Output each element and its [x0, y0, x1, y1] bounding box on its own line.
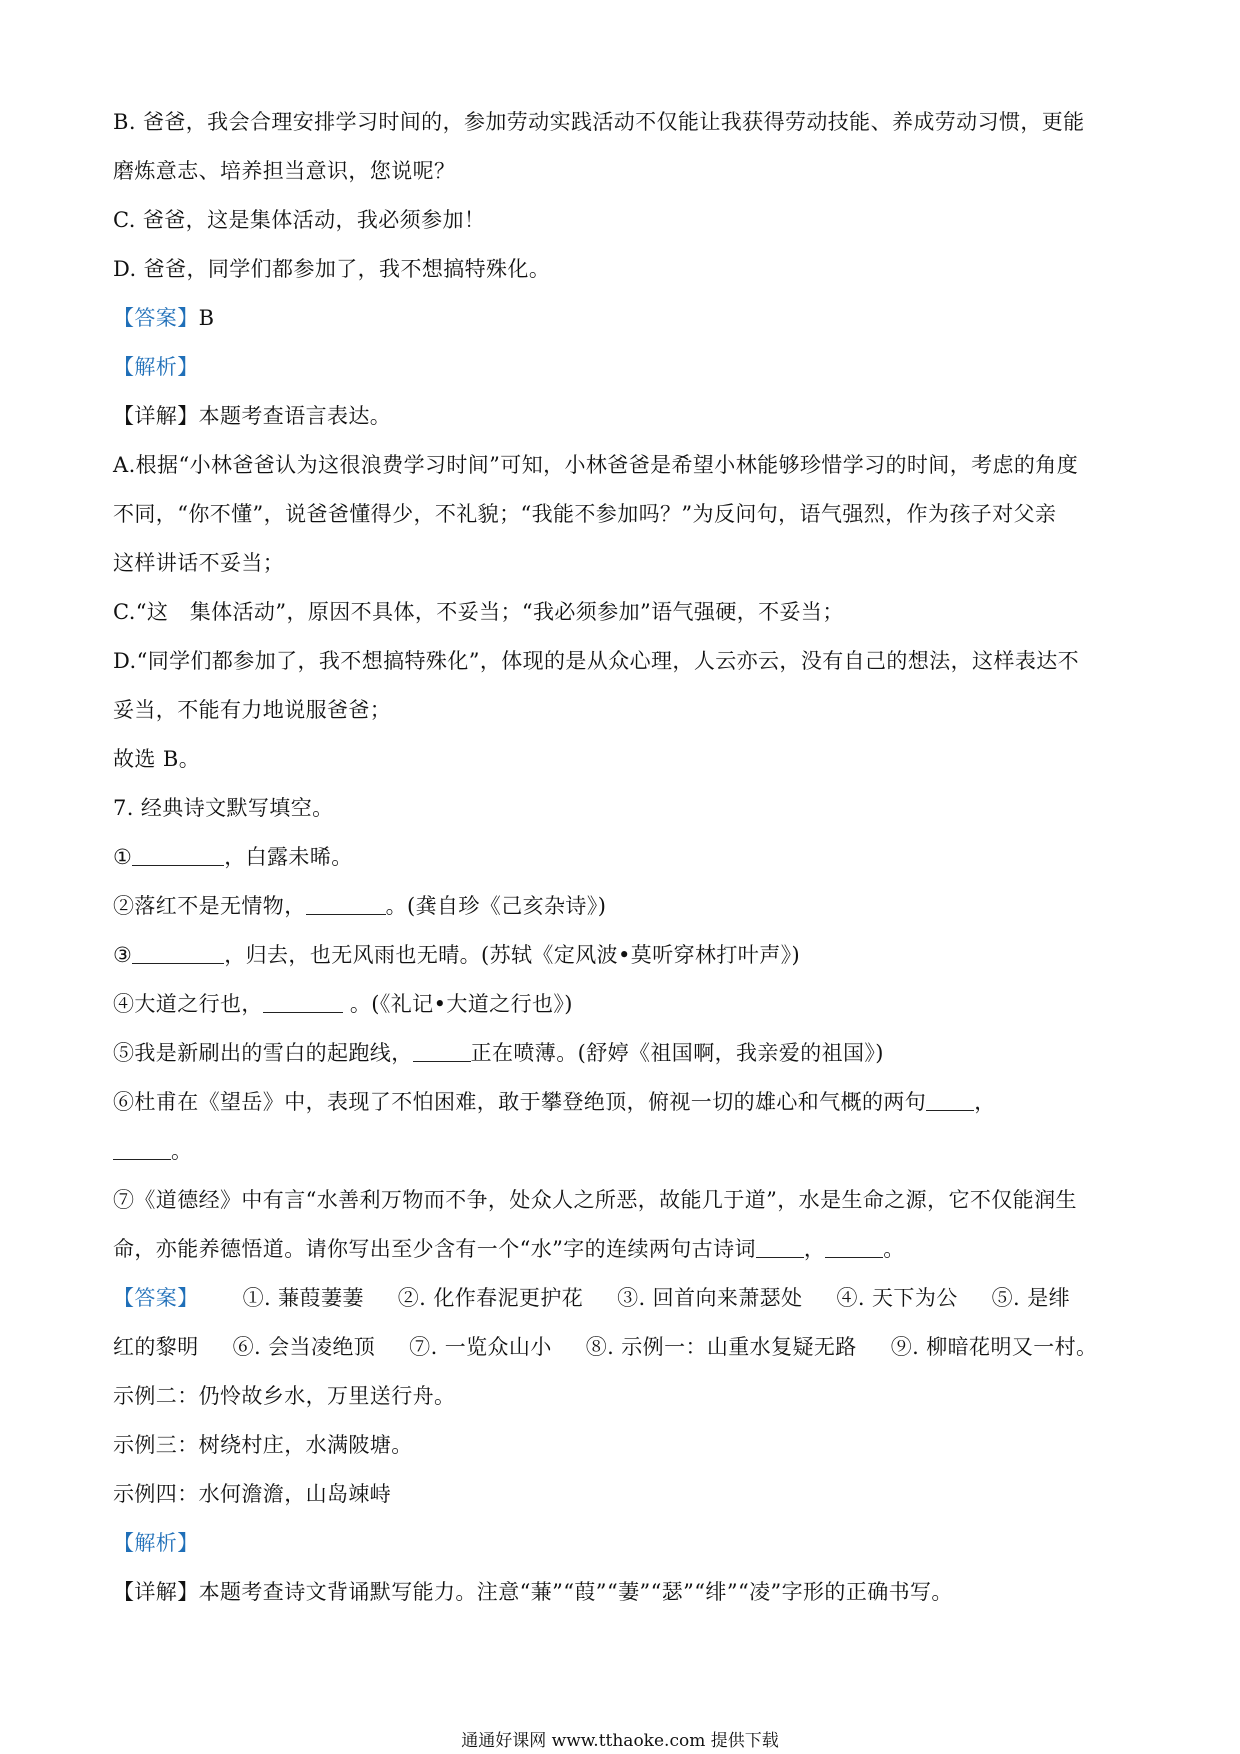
q7-6-end: 。 — [171, 1139, 193, 1163]
q7-5-suffix: 正在喷薄。(舒婷《祖国啊，我亲爱的祖国》) — [470, 1041, 884, 1065]
example-3: 示例三：树绕村庄，水满陂塘。 — [113, 1433, 413, 1457]
option-b-line2: 磨炼意志、培养担当意识，您说呢？ — [113, 159, 456, 183]
q7-4-prefix: ④大道之行也， — [113, 992, 263, 1016]
q7-item-7-line2 — [113, 1225, 1133, 1274]
blank-line — [413, 1041, 471, 1062]
q7-4-suffix: 。(《礼记•大道之行也》) — [342, 992, 573, 1016]
answer-item: ⑦. 一览众山小 — [409, 1335, 552, 1359]
q7-1-prefix: ① — [113, 845, 133, 869]
q7-7-prefix: 命，亦能养德悟道。请你写出至少含有一个“水”字的连续两句古诗词 — [113, 1237, 756, 1261]
q7-3-prefix: ③ — [113, 943, 133, 967]
example-4: 示例四：水何澹澹，山岛竦峙 — [113, 1482, 392, 1506]
detail-line: 【详解】本题考查诗文背诵默写能力。注意“蒹”“葭”“萋”“瑟”“绯”“凌”字形的正确书写。 — [113, 1580, 953, 1604]
example-2: 示例二：仍怜故乡水，万里送行舟。 — [113, 1384, 456, 1408]
analysis-a-line2: 不同，“你不懂”，说爸爸懂得少，不礼貌；“我能不参加吗？”为反问句，语气强烈，作为孩子对父亲 — [113, 502, 1057, 526]
q7-7-mid: ， — [803, 1237, 826, 1261]
answer-line — [113, 294, 1133, 343]
q7-3-suffix: ，归去，也无风雨也无晴。(苏轼《定风波•莫听穿林打叶声》) — [224, 943, 801, 967]
blank-line — [756, 1237, 804, 1258]
answers-line1 — [113, 1274, 1133, 1323]
blank-line — [825, 1237, 883, 1258]
analysis-c: C.“这 集体活动”，原因不具体，不妥当；“我必须参加”语气强硬，不妥当； — [113, 600, 844, 624]
q7-item-5 — [113, 1029, 1133, 1078]
answer-value: B — [198, 306, 215, 330]
analysis-d-line1: D.“同学们都参加了，我不想搞特殊化”，体现的是从众心理，人云亦云，没有自己的想法，这样表达不 — [113, 649, 1080, 673]
answer-item: ①. 蒹葭萋萋 — [242, 1286, 364, 1310]
q7-item-1 — [113, 833, 1133, 882]
analysis-a-line3: 这样讲话不妥当； — [113, 551, 285, 575]
answer-item: ④. 天下为公 — [836, 1286, 958, 1310]
blank-line — [132, 845, 224, 866]
q7-2-prefix: ②落红不是无情物， — [113, 894, 306, 918]
answer-item: ⑥. 会当凌绝顶 — [232, 1335, 376, 1359]
q7-7-end: 。 — [883, 1237, 905, 1261]
option-b-line1: B. 爸爸，我会合理安排学习时间的，参加劳动实践活动不仅能让我获得劳动技能、养成劳动习惯，更能 — [113, 110, 1085, 134]
blank-line — [263, 992, 343, 1013]
blank-line — [113, 1139, 171, 1160]
q7-item-6-line2 — [113, 1127, 1133, 1176]
answer-item: ⑤. 是绯 — [991, 1286, 1070, 1310]
q7-item-6-line1 — [113, 1078, 1133, 1127]
question-7-title: 7. 经典诗文默写填空。 — [113, 796, 334, 820]
q7-6-prefix: ⑥杜甫在《望岳》中，表现了不怕困难，敢于攀登绝顶，俯视一切的雄心和气概的两句 — [113, 1090, 927, 1114]
answer-item: 红的黎明 — [113, 1335, 199, 1359]
answer-item: ⑨. 柳暗花明又一村。 — [890, 1335, 1098, 1359]
blank-line — [306, 894, 386, 915]
answers-line2 — [113, 1323, 1133, 1372]
option-c: C. 爸爸，这是集体活动，我必须参加！ — [113, 208, 486, 232]
q7-2-suffix: 。(龚自珍《己亥杂诗》) — [385, 894, 607, 918]
q7-item-7-line1: ⑦《道德经》中有言“水善利万物而不争，处众人之所恶，故能几于道”，水是生命之源，它不仅能润生 — [113, 1188, 1077, 1212]
analysis-d-line2: 妥当，不能有力地说服爸爸； — [113, 698, 392, 722]
answer-item: ③. 回首向来萧瑟处 — [617, 1286, 803, 1310]
analysis-tag: 【解析】 — [113, 1531, 199, 1555]
q7-6-suffix: ， — [974, 1090, 996, 1114]
answer-tag: 【答案】 — [113, 1286, 199, 1310]
footer-watermark: 通通好课网 www.tthaoke.com 提供下载 — [461, 1731, 779, 1751]
option-d: D. 爸爸，同学们都参加了，我不想搞特殊化。 — [113, 257, 551, 281]
answer-item: ②. 化作春泥更护花 — [397, 1286, 584, 1310]
q7-item-3 — [113, 931, 1133, 980]
detail-line: 【详解】本题考查语言表达。 — [113, 404, 392, 428]
answer-tag: 【答案】 — [113, 306, 199, 330]
analysis-tag: 【解析】 — [113, 355, 199, 379]
blank-line — [926, 1090, 974, 1111]
conclusion: 故选 B。 — [113, 747, 201, 771]
answer-item: ⑧. 示例一：山重水复疑无路 — [585, 1335, 857, 1359]
q7-item-2 — [113, 882, 1133, 931]
analysis-a-line1: A.根据“小林爸爸认为这很浪费学习时间”可知，小林爸爸是希望小林能够珍惜学习的时间，考虑的角度 — [113, 453, 1079, 477]
q7-item-4 — [113, 980, 1133, 1029]
q7-5-prefix: ⑤我是新刷出的雪白的起跑线， — [113, 1041, 413, 1065]
q7-1-suffix: ，白露未晞。 — [224, 845, 353, 869]
page-content — [113, 98, 1133, 1617]
blank-line — [132, 943, 224, 964]
